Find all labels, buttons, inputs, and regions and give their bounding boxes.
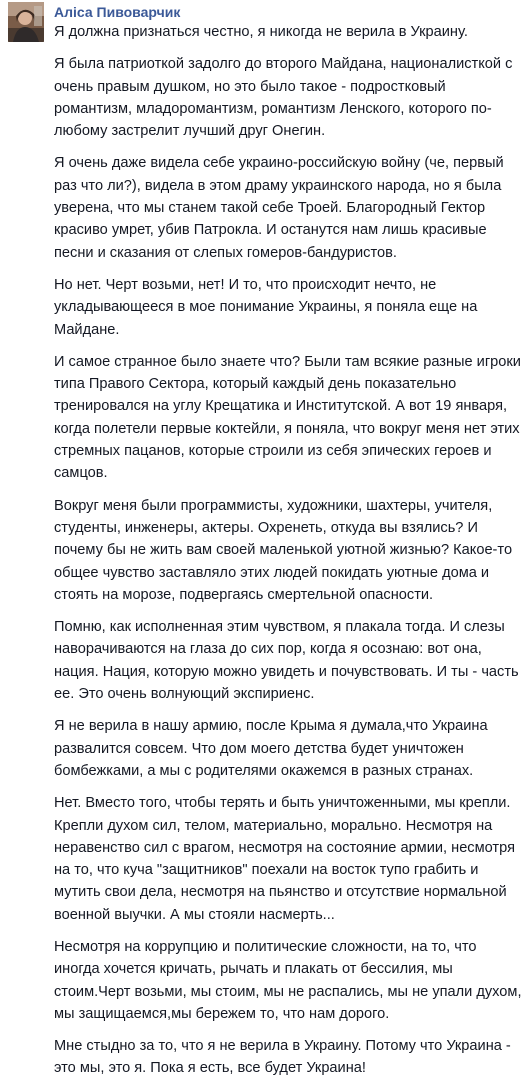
post-paragraph: Я была патриоткой задолго до второго Майдана, националисткой с очень правым душком, но это было такое - подростковый романтизм, младоромантизм, романтизм Ленского, которого по-любому застрелит лучший друг Онегин. [54, 56, 513, 140]
post-paragraph: Вокруг меня были программисты, художники, шахтеры, учителя, студенты, инженеры, актеры. Охренеть, откуда вы взялись? И почему бы не жить вам своей маленькой уютной жизнью? Какое-то общее чувство заставляло этих людей покидать уютные дома и стоять на морозе, подвергаясь смертельной опасности. [54, 497, 513, 603]
post-paragraph: Несмотря на коррупцию и политические сложности, на то, что иногда хочется кричать, рычать и плакать от бессилия, мы стоим.Черт возьми, мы стоим, мы не распались, мы не упали духом, мы защищаемся,мы бережем то, что нам дорого. [54, 938, 522, 1022]
post-content [54, 21, 524, 1090]
author-name-link[interactable]: Аліса Пивоварчик [54, 4, 181, 20]
post-paragraph: Мне стыдно за то, что я не верила в Украину. Потому что Украина - это мы, это я. Пока я есть, все будет Украина! [54, 1038, 511, 1077]
avatar-photo-icon [8, 2, 44, 42]
post-paragraph: Нет. Вместо того, чтобы терять и быть уничтоженными, мы крепли. Крепли духом сил, телом, материально, морально. Несмотря на неравенство сил с врагом, несмотря на состояние армии, несмотря на то, что куча "защитников" поехали на восток тупо грабить и мутить свои дела, несмотря на пьянство и отсутствие нормальной военной выучки. А мы стояли насмерть... [54, 795, 515, 923]
post-paragraph: Но нет. Черт возьми, нет! И то, что происходит нечто, не укладывающееся в мое понимание Украины, я поняла еще на Майдане. [54, 276, 478, 338]
post-paragraph: Помню, как исполненная этим чувством, я плакала тогда. И слезы наворачиваются на глаза до сих пор, когда я осознаю: вот она, нация. Нация, которую можно увидеть и почувствовать. И ты - часть ее. Это очень волнующий экспириенс. [54, 619, 519, 703]
post-paragraph: Я не верила в нашу армию, после Крыма я думала,что Украина развалится совсем. Что дом моего детства будет уничтожен бомбежками, а мы с родителями окажемся в разных странах. [54, 718, 488, 779]
post-paragraph: Я очень даже видела себе украино-российскую войну (че, первый раз что ли?), видела в этом драму украинского народа, но я была уверена, что мы станем такой себе Троей. Благородный Гектор красиво умрет, убив Патрокла. И останутся нам лишь красивые песни и сказания от слепых гомеров-бандуристов. [54, 155, 504, 261]
post-paragraph: Я должна признаться честно, я никогда не верила в Украину. [54, 24, 468, 40]
author-avatar[interactable] [8, 2, 44, 42]
post-paragraph: И самое странное было знаете что? Были там всякие разные игроки типа Правого Сектора, который каждый день показательно тренировался на углу Крещатика и Институтской. А вот 19 января, когда полетели первые коктейли, я поняла, что вокруг меня нет этих стремных пацанов, которые строили из себя эпических героев и самцов. [54, 353, 521, 482]
